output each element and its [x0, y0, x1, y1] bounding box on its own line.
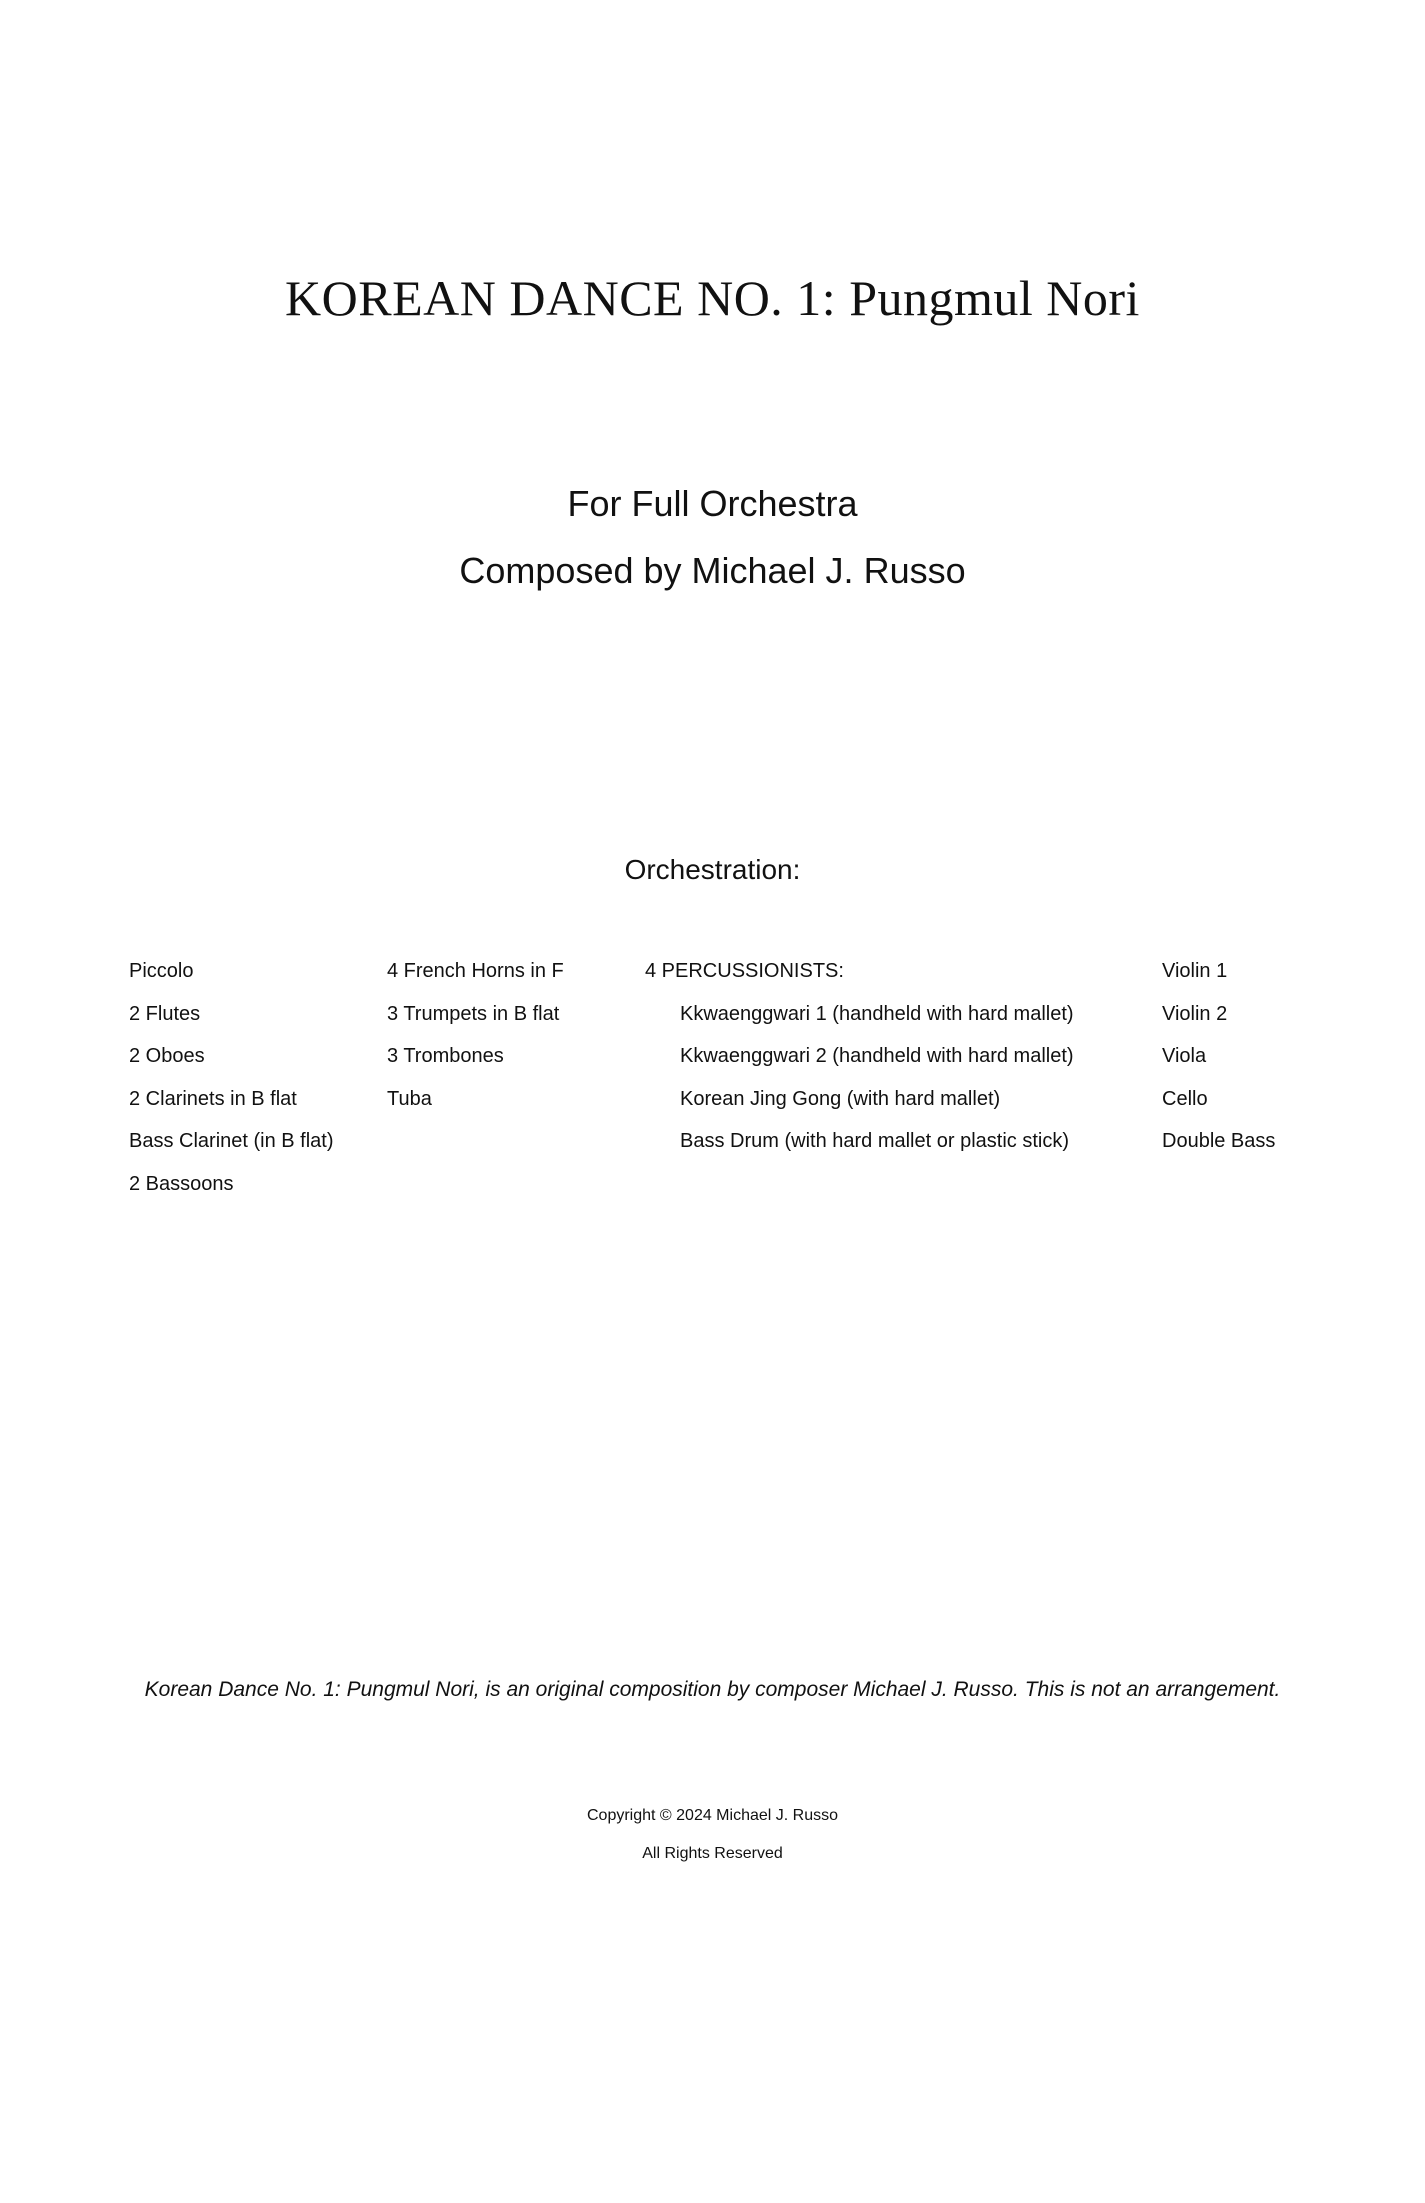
instrument-item: Kkwaenggwari 1 (handheld with hard mallet) — [680, 1002, 1074, 1025]
instrument-item: Piccolo — [129, 960, 194, 982]
instrument-item: Kkwaenggwari 2 (handheld with hard mallet) — [680, 1045, 1074, 1067]
instrument-item: Violin 2 — [1162, 1002, 1228, 1025]
instrument-item: Cello — [1162, 1087, 1208, 1110]
originality-note: Korean Dance No. 1: Pungmul Nori, is an original composition by composer Michael J. Russo. This is not an arrangement. — [144, 1678, 1281, 1701]
strings-list — [1162, 950, 1275, 1163]
instrument-item: 3 Trumpets in B flat — [387, 1002, 560, 1025]
subtitle-composer: Composed by Michael J. Russo — [459, 550, 966, 591]
instrument-item: 3 Trombones — [387, 1045, 504, 1067]
instrument-item: 2 Clarinets in B flat — [129, 1087, 297, 1110]
instrument-item: 2 Flutes — [129, 1002, 201, 1025]
instrument-item: Bass Drum (with hard mallet or plastic stick) — [680, 1130, 1069, 1152]
page-title: KOREAN DANCE NO. 1: Pungmul Nori — [285, 270, 1140, 326]
instrument-item: Viola — [1162, 1045, 1207, 1067]
woodwinds-list — [129, 950, 334, 1205]
percussion-heading: 4 PERCUSSIONISTS: — [645, 960, 844, 982]
instrument-item: Bass Clarinet (in B flat) — [129, 1130, 334, 1152]
instrument-item: Korean Jing Gong (with hard mallet) — [680, 1087, 1001, 1110]
instrument-item: 4 French Horns in F — [387, 960, 564, 982]
instrument-item: Tuba — [387, 1087, 432, 1110]
orchestration-heading: Orchestration: — [624, 854, 801, 885]
rights-line: All Rights Reserved — [642, 1845, 783, 1862]
copyright-line: Copyright © 2024 Michael J. Russo — [586, 1807, 838, 1824]
subtitle-instrumentation: For Full Orchestra — [567, 483, 858, 524]
percussion-list — [645, 950, 1074, 1163]
instrument-item: Violin 1 — [1162, 960, 1228, 982]
instrument-item: 2 Oboes — [129, 1045, 205, 1067]
instrument-item: Double Bass — [1162, 1130, 1276, 1152]
brass-list — [387, 950, 564, 1120]
instrument-item: 2 Bassoons — [129, 1172, 234, 1195]
